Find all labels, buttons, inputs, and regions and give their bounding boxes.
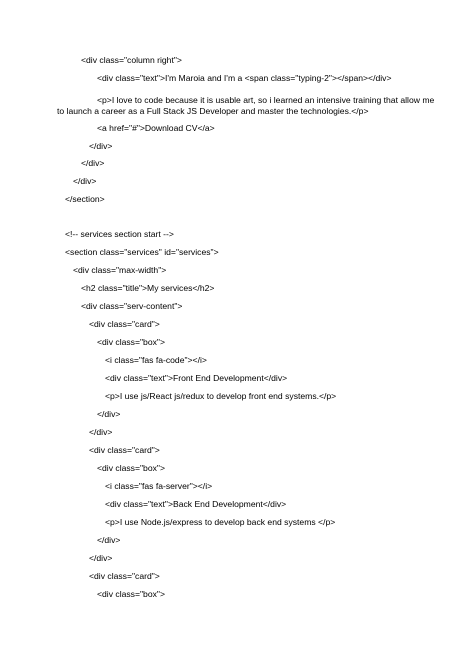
code-line-16: <div class="box"> [97,337,165,347]
code-line-27: </div> [97,535,121,545]
code-line-5: <a href="#">Download CV</a> [97,123,215,133]
code-line-24: <i class="fas fa-server"></i> [105,481,213,491]
code-line-2: <div class="text">I'm Maroia and I'm a <span class="typing-2"></span></div> [97,73,392,83]
code-line-7: </div> [81,158,105,168]
code-line-25: <div class="text">Back End Development</div> [105,499,287,509]
code-line-6: </div> [89,141,113,151]
code-line-1: <div class="column right"> [81,55,182,65]
code-line-29: <div class="card"> [89,571,160,581]
code-line-28: </div> [89,553,113,563]
code-line-19: <p>I use js/React js/redux to develop front end systems.</p> [105,391,337,401]
code-line-8: </div> [73,176,97,186]
code-line-17: <i class="fas fa-code"></i> [105,355,207,365]
code-line-15: <div class="card"> [89,319,160,329]
code-line-10: <!-- services section start --> [65,229,174,239]
code-line-4: to launch a career as a Full Stack JS Developer and master the technologies.</p> [57,106,369,116]
code-line-21: </div> [89,427,113,437]
code-line-3: <p>I love to code because it is usable art, so i learned an intensive training that allow me [97,95,435,105]
code-line-13: <h2 class="title">My services</h2> [81,283,215,293]
code-line-22: <div class="card"> [89,445,160,455]
code-line-20: </div> [97,409,121,419]
code-line-26: <p>I use Node.js/express to develop back end systems </p> [105,517,336,527]
code-line-14: <div class="serv-content"> [81,301,183,311]
code-line-9: </section> [65,194,105,204]
code-line-23: <div class="box"> [97,463,165,473]
code-line-11: <section class="services" id="services"> [65,247,219,257]
code-line-18: <div class="text">Front End Development</div> [105,373,288,383]
code-line-30: <div class="box"> [97,589,165,599]
code-line-12: <div class="max-width"> [73,265,167,275]
